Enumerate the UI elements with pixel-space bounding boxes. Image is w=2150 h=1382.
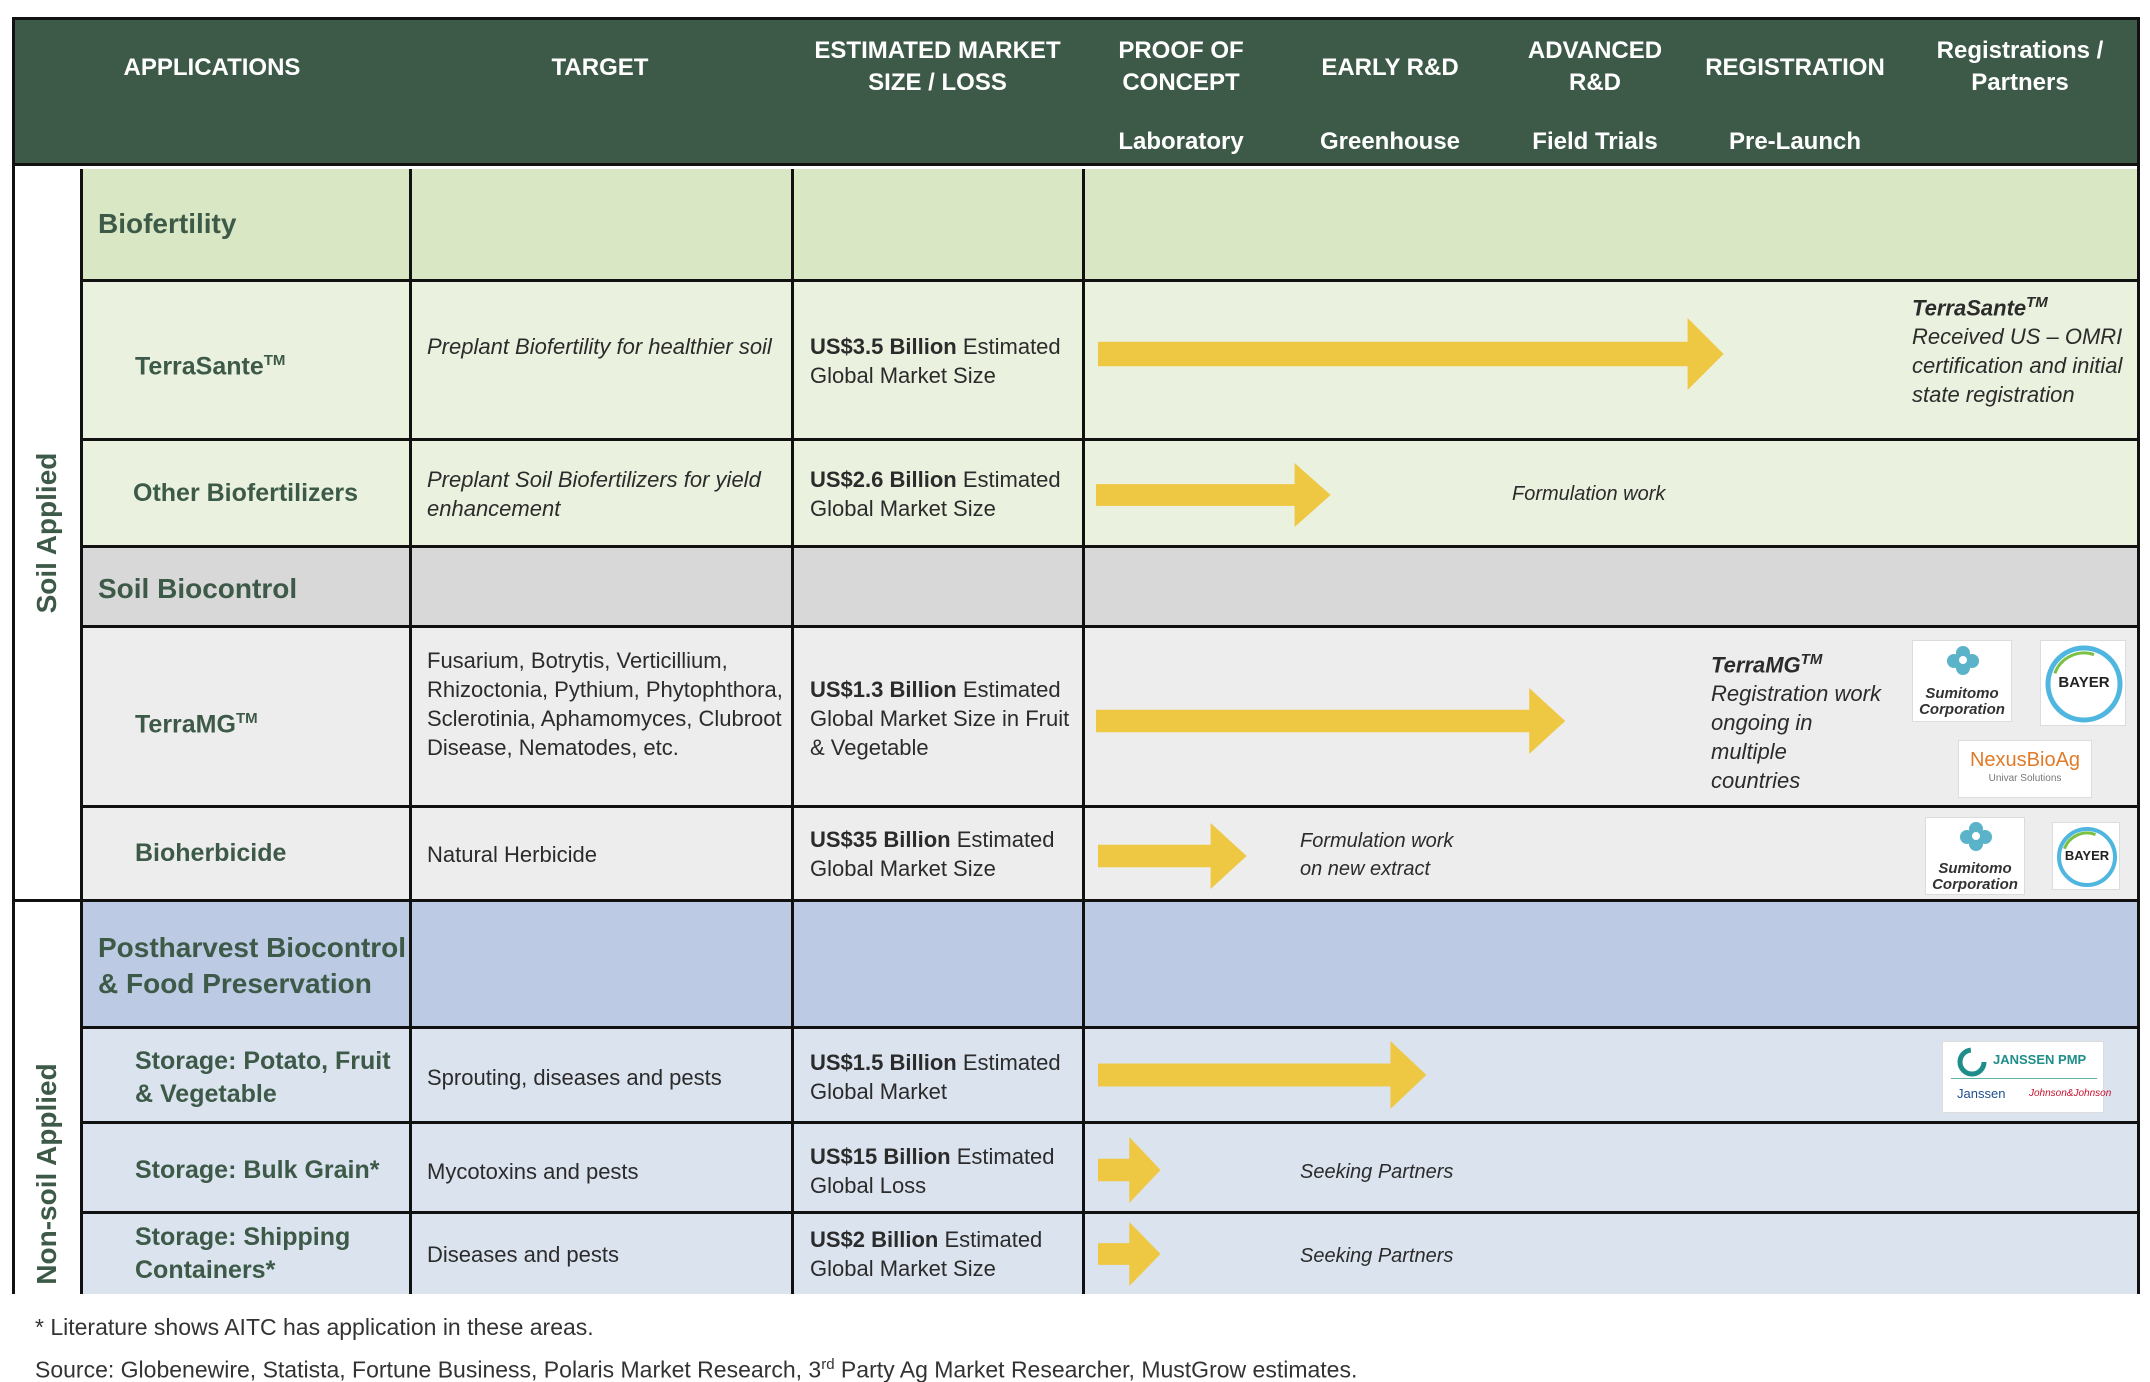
row-bioherbicide-target: Natural Herbicide xyxy=(427,842,597,867)
section-soil-biocontrol-title: Soil Biocontrol xyxy=(98,573,298,604)
header-stage-advanced-sub: Field Trials xyxy=(1532,128,1658,155)
row-storage-shipping-name: Storage: Shipping Containers* xyxy=(135,1223,351,1284)
row-storage-grain-name: Storage: Bulk Grain* xyxy=(135,1156,380,1184)
janssen-divider xyxy=(1951,1078,2097,1079)
sumitomo-emblem-icon xyxy=(1913,641,2013,681)
footer-source: Source: Globenewire, Statista, Fortune Business, Polaris Market Research, 3rd Party Ag Market Researcher, MustGrow estimates. xyxy=(35,1356,1358,1382)
section-soil-biocontrol-market-cell xyxy=(794,548,1085,628)
row-other-bio-name: Other Biofertilizers xyxy=(133,479,359,507)
row-terrasante-target: Preplant Biofertility for healthier soil xyxy=(427,334,772,359)
row-other-bio-target: Preplant Soil Biofertilizers for yield enhancement xyxy=(427,467,761,521)
footer-note: * Literature shows AITC has application in these areas. xyxy=(35,1314,594,1340)
row-storage-shipping-market: US$2 Billion Estimated Global Market Size xyxy=(810,1227,1043,1281)
sumitomo-emblem-icon xyxy=(1926,818,2026,856)
row-terrasante-target-cell xyxy=(412,282,794,441)
group-non-soil-applied-label: Non-soil Applied xyxy=(31,1063,62,1285)
row-bioherbicide-market: US$35 Billion Estimated Global Market Size xyxy=(810,827,1055,881)
section-postharvest-stage-cell xyxy=(1085,902,2137,1029)
janssen-emblem-icon xyxy=(1957,1047,1987,1077)
sumitomo-logo-2: Sumitomo Corporation xyxy=(1925,817,2025,895)
header-stage-proof-sub: Laboratory xyxy=(1118,128,1244,155)
row-other-bio-market: US$2.6 Billion Estimated Global Market Size xyxy=(810,467,1061,521)
section-postharvest-market-cell xyxy=(794,902,1085,1029)
row-storage-potato-market: US$1.5 Billion Estimated Global Market xyxy=(810,1050,1061,1104)
header-target: TARGET xyxy=(551,54,649,81)
row-terrasante-market: US$3.5 Billion Estimated Global Market Size xyxy=(810,334,1061,388)
row-terrasante-progress-arrow xyxy=(1098,318,1880,390)
section-soil-biocontrol-target-cell xyxy=(412,548,794,628)
section-biofertility-stage-cell xyxy=(1085,169,2137,282)
header-stage-advanced: ADVANCED R&D xyxy=(1527,37,1663,96)
bayer-text-horizontal: BAYER xyxy=(2058,674,2110,691)
sumitomo-logo: Sumitomo Corporation xyxy=(1912,640,2012,722)
row-storage-grain-target: Mycotoxins and pests xyxy=(427,1159,639,1184)
row-terrasante-status: TerraSante™ Received US – OMRI certification and initial state registration xyxy=(1912,294,2123,408)
row-storage-potato-target: Sprouting, diseases and pests xyxy=(427,1065,722,1090)
header-applications: APPLICATIONS xyxy=(123,54,301,81)
row-other-bio-note: Formulation work xyxy=(1512,483,1666,505)
bayer-logo xyxy=(2040,640,2126,726)
header-stage-proof: PROOF OF CONCEPT xyxy=(1118,37,1244,96)
bayer-text-horizontal: BAYER xyxy=(2064,848,2110,863)
row-terramg-name: TerraMG™ xyxy=(135,710,258,739)
row-bioherbicide-note: Formulation work on new extract xyxy=(1300,830,1454,880)
header-stage-early-sub: Greenhouse xyxy=(1319,128,1461,155)
section-postharvest-title: Postharvest Biocontrol & Food Preservation xyxy=(98,932,407,999)
row-storage-potato-name: Storage: Potato, Fruit & Vegetable xyxy=(135,1047,391,1108)
section-postharvest-target-cell xyxy=(412,902,794,1029)
row-terramg-target: Fusarium, Botrytis, Verticillium, Rhizoctonia, Pythium, Phytophthora, Sclerotinia, Aphamomyces, Clubroot Disease, Nematodes, etc. xyxy=(427,648,783,760)
row-storage-grain-progress-arrow xyxy=(1098,1137,1880,1203)
section-biofertility-target-cell xyxy=(412,169,794,282)
row-terrasante-name: TerraSante™ xyxy=(135,352,286,381)
header-partners: Registrations / Partners xyxy=(1936,37,2104,96)
row-terramg-status: TerraMG™ Registration work ongoing in multiple countries xyxy=(1711,651,1881,794)
row-terramg-market: US$1.3 Billion Estimated Global Market Size in Fruit & Vegetable xyxy=(810,677,1070,760)
nexusbioag-logo: NexusBioAg Univar Solutions xyxy=(1958,740,2092,798)
row-bioherbicide-progress-arrow xyxy=(1098,823,1880,889)
section-biofertility-market-cell xyxy=(794,169,1085,282)
row-other-bio-progress-arrow xyxy=(1096,463,1878,527)
row-storage-shipping-progress-arrow xyxy=(1098,1222,1880,1286)
janssen-pmp-logo: JANSSEN PMP Janssen Johnson&Johnson xyxy=(1942,1041,2104,1113)
group-soil-applied-label: Soil Applied xyxy=(31,452,62,614)
row-storage-grain-market: US$15 Billion Estimated Global Loss xyxy=(810,1144,1055,1198)
header-stage-registration: REGISTRATION xyxy=(1705,54,1885,81)
row-bioherbicide-name: Bioherbicide xyxy=(135,839,287,867)
section-biofertility-title: Biofertility xyxy=(98,208,237,239)
row-storage-grain-note: Seeking Partners xyxy=(1300,1161,1454,1183)
row-storage-potato-progress-arrow xyxy=(1098,1041,1880,1109)
bayer-logo-2 xyxy=(2052,822,2120,890)
row-storage-shipping-target: Diseases and pests xyxy=(427,1242,619,1267)
header-stage-registration-sub: Pre-Launch xyxy=(1728,128,1862,155)
section-soil-biocontrol-stage-cell xyxy=(1085,548,2137,628)
header-market: ESTIMATED MARKET SIZE / LOSS xyxy=(814,37,1061,96)
row-storage-shipping-note: Seeking Partners xyxy=(1300,1245,1454,1267)
header-stage-early: EARLY R&D xyxy=(1321,54,1459,81)
